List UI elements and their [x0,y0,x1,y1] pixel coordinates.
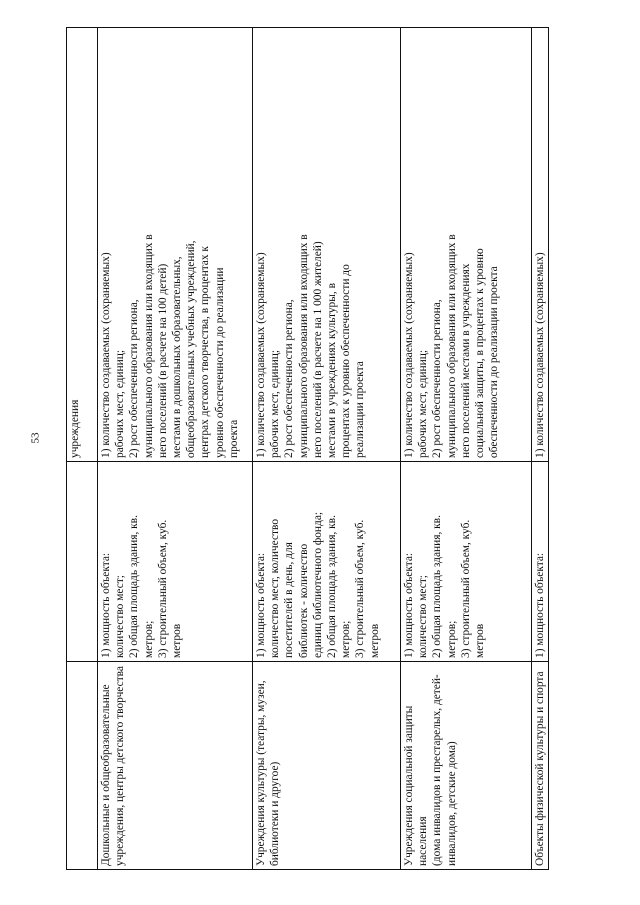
object-cell [401,662,532,870]
cell-text-line: 1) количество создаваемых (сохраняемых) [534,252,546,458]
cell-text-line: реализации проекта [354,361,367,458]
cell-text-line: 1) количество создаваемых (сохраняемых) [403,252,415,458]
indicators-cell [253,28,401,462]
cell-text-line: учреждения, центры детского творчества [114,666,127,866]
cell-text-line: Учреждения культуры (театры, музеи, [255,680,267,866]
cell-text-line: социальной защиты, в процентах к уровню [474,248,487,458]
cell-text-line: метров; [142,620,155,658]
cell-text-line: метров [368,623,381,658]
cell-text-line: метров; [340,620,353,658]
cell-text-line: количество мест, количество [269,518,282,658]
characteristics-cell [98,462,253,662]
cell-text-line: местами в дошкольных образовательных, [171,256,184,458]
cell-text-line: метров [171,623,184,658]
table-row [401,28,532,870]
cell-text-line: Дошкольные и общеобразовательные [100,684,112,866]
cell-text-line: метров [474,623,487,658]
cell-text-line: метров; [445,620,458,658]
cell-text-line: инвалидов, детские дома) [445,741,458,866]
cell-text-line: 2) рост обеспеченности региона, [431,299,444,458]
object-cell [67,662,98,870]
cell-text-line: количество мест; [417,575,430,658]
object-cell [532,662,549,870]
cell-text-line: учреждения [69,399,81,458]
cell-text-line: единиц библиотечного фонда; [311,511,324,658]
characteristics-cell [401,462,532,662]
cell-text-line: 2) общая площадь здания, кв. [128,515,141,658]
cell-text-line: библиотеки и другое) [269,761,282,866]
cell-text-line: Объекты физической культуры и спорта [534,671,546,866]
cell-text-line: 1) количество создаваемых (сохраняемых) [255,252,267,458]
cell-text-line: количество мест; [114,575,127,658]
cell-text-line: рабочих мест, единиц; [417,350,430,458]
cell-text-line: муниципального образования или входящих в [297,234,310,458]
cell-text-line: общеобразовательных учебных учреждений, [185,240,198,458]
cell-text-line: 2) общая площадь здания, кв. [326,515,339,658]
cell-text-line: муниципального образования или входящих в [142,234,155,458]
cell-text-line: него поселений местами в учреждениях [459,263,472,458]
table-body [67,28,549,870]
object-cell [98,662,253,870]
cell-text-line: 2) общая площадь здания, кв. [431,515,444,658]
cell-text-line: Учреждения социальной защиты населения [403,705,430,866]
cell-text-line: процентах к уровню обеспеченности до [340,264,353,458]
cell-text-line: (дома инвалидов и престарелых, детей- [431,674,444,866]
characteristics-cell [253,462,401,662]
cell-text-line: библиотек - количество [297,543,310,658]
indicators-cell [532,28,549,462]
table-row [67,28,98,870]
object-cell [253,662,401,870]
table-row [532,28,549,870]
cell-text-line: 1) мощность объекта: [534,552,546,658]
page-number: 53 [29,432,42,444]
cell-text-line: 3) строительный объем, куб. [354,519,367,658]
cell-text-line: местами в учреждениях культуры, в [326,283,339,458]
cell-text-line: рабочих мест, единиц; [114,350,127,458]
cell-text-line: 1) мощность объекта: [403,552,415,658]
cell-text-line: 3) строительный объем, куб. [156,519,169,658]
cell-text-line: 2) рост обеспеченности региона, [128,299,141,458]
rotated-table-container [66,28,558,870]
indicators-cell [67,28,98,462]
cell-text-line: 2) рост обеспеченности региона, [283,299,296,458]
cell-text-line: центрах детского творчества, в процентах к [199,246,212,458]
cell-text-line: рабочих мест, единиц; [269,350,282,458]
cell-text-line: обеспеченности до реализации проекта [488,266,501,458]
cell-text-line: 1) мощность объекта: [255,552,267,658]
indicators-table [66,27,549,870]
cell-text-line: 1) количество создаваемых (сохраняемых) [100,252,112,458]
cell-text-line: него поселений (в расчете на 100 детей) [156,263,169,458]
cell-text-line: посетителей в день, для [283,542,296,658]
cell-text-line: 1) мощность объекта: [100,552,112,658]
indicators-cell [98,28,253,462]
cell-text-line: проекта [227,419,240,458]
cell-text-line: 3) строительный объем, куб. [459,519,472,658]
table-row [253,28,401,870]
cell-text-line: уровню обеспеченности до реализации [213,267,226,458]
indicators-cell [401,28,532,462]
table-row [98,28,253,870]
characteristics-cell [67,462,98,662]
characteristics-cell [532,462,549,662]
cell-text-line: него поселений (в расчете на 1 000 жителей) [311,241,324,458]
cell-text-line: муниципального образования или входящих в [445,234,458,458]
